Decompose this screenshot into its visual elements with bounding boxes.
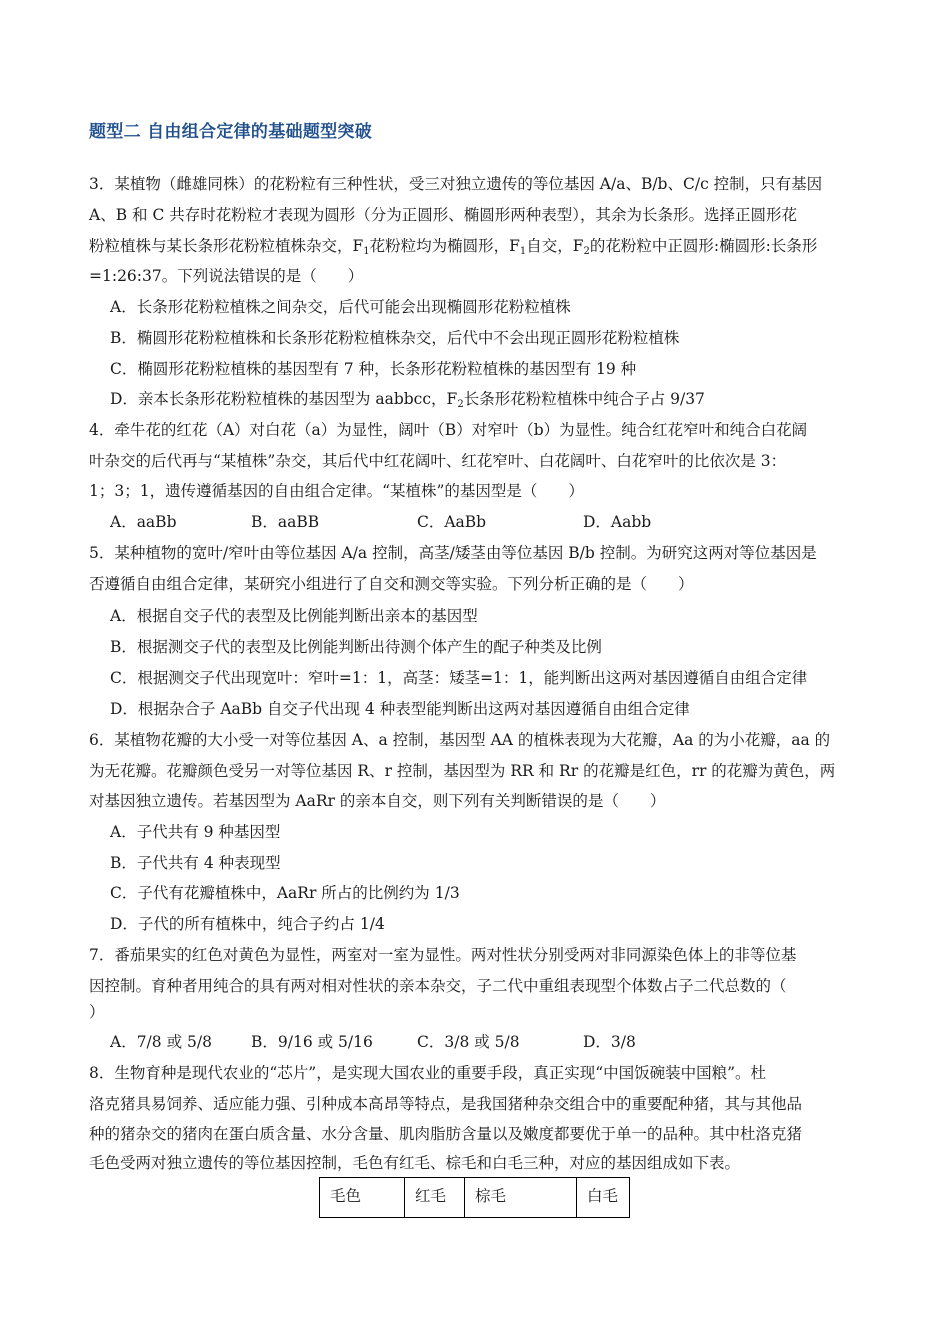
q4-line-1: 4．牵牛花的红花（A）对白花（a）为显性，阔叶（B）对窄叶（b）为显性。纯合红花窄叶和纯合白花阔 [89, 421, 808, 439]
q3-text: 自交，F [526, 237, 584, 255]
q6-option-a: A．子代共有 9 种基因型 [110, 823, 281, 841]
q7-line-1: 7．番茄果实的红色对黄色为显性，两室对一室为显性。两对性状分别受两对非同源染色体上的非等位基 [89, 946, 797, 964]
q8-line-4: 毛色受两对独立遗传的等位基因控制，毛色有红毛、棕毛和白毛三种，对应的基因组成如下表。 [89, 1154, 741, 1172]
table-cell-fur-color: 毛色 [320, 1178, 405, 1218]
q7-option-c: C．3/8 或 5/8 [417, 1033, 520, 1051]
q6-line-3: 对基因独立遗传。若基因型为 AaRr 的亲本自交，则下列有关判断错误的是（ ） [89, 792, 666, 810]
q7-option-b: B．9/16 或 5/16 [251, 1033, 373, 1051]
q3-text: 粉粒植株与某长条形花粉粒植株杂交，F [89, 237, 364, 255]
table-row [320, 1178, 630, 1218]
subscript: 1 [519, 246, 527, 257]
q7-option-a: A．7/8 或 5/8 [110, 1033, 212, 1051]
q3-line-4: =1:26:37。下列说法错误的是（ ） [89, 267, 364, 285]
q3-text: 花粉粒均为椭圆形，F [369, 237, 520, 255]
q7-line-3: ） [89, 1003, 105, 1021]
q6-option-d: D．子代的所有植株中，纯合子约占 1/4 [110, 915, 385, 933]
q3-option-d-text: D．亲本长条形花粉粒植株的基因型为 aabbcc，F [110, 390, 458, 408]
q4-option-c: C．AaBb [417, 513, 487, 531]
q7-line-2: 因控制。育种者用纯合的具有两对相对性状的亲本杂交，子二代中重组表现型个体数占子二代总数的（ [89, 977, 787, 995]
q3-line-2: A、B 和 C 共存时花粉粒才表现为圆形（分为正圆形、椭圆形两种表型），其余为长条形。选择正圆形花 [89, 206, 797, 224]
table-cell-white: 白毛 [577, 1178, 630, 1218]
q6-line-1: 6．某植物花瓣的大小受一对等位基因 A、a 控制，基因型 AA 的植株表现为大花瓣，Aa 的为小花瓣，aa 的 [89, 731, 831, 749]
q4-line-3: 1；3；1，遗传遵循基因的自由组合定律。“某植株”的基因型是（ ） [89, 482, 584, 500]
table-cell-red: 红毛 [405, 1178, 465, 1218]
q5-option-b: B．根据测交子代的表型及比例能判断出待测个体产生的配子种类及比例 [110, 638, 602, 656]
q5-line-1: 5．某种植物的宽叶/窄叶由等位基因 A/a 控制，高茎/矮茎由等位基因 B/b 控制。为研究这两对等位基因是 [89, 544, 817, 562]
q7-option-d: D．3/8 [583, 1033, 636, 1051]
q3-option-d [110, 389, 705, 409]
q3-option-b: B．椭圆形花粉粒植株和长条形花粉粒植株杂交，后代中不会出现正圆形花粉粒植株 [110, 329, 680, 347]
section-title: 题型二 自由组合定律的基础题型突破 [89, 122, 373, 142]
q8-line-2: 洛克猪具易饲养、适应能力强、引种成本高昂等特点，是我国猪种杂交组合中的重要配种猪，其与其他品 [89, 1095, 803, 1113]
q8-line-1: 8．生物育种是现代农业的“芯片”，是实现大国农业的重要手段，真正实现“中国饭碗装中国粮”。杜 [89, 1064, 767, 1082]
q4-option-a: A．aaBb [110, 513, 177, 531]
q5-line-2: 否遵循自由组合定律，某研究小组进行了自交和测交等实验。下列分析正确的是（ ） [89, 575, 694, 593]
q3-option-d-text: 长条形花粉粒植株中纯合子占 9/37 [463, 390, 705, 408]
q6-option-c: C．子代有花瓣植株中，AaRr 所占的比例约为 1/3 [110, 884, 460, 902]
q6-line-2: 为无花瓣。花瓣颜色受另一对等位基因 R、r 控制，基因型为 RR 和 Rr 的花瓣是红色，rr 的花瓣为黄色，两 [89, 762, 836, 780]
q8-line-3: 种的猪杂交的猪肉在蛋白质含量、水分含量、肌肉脂肪含量以及嫩度都要优于单一的品种。其中杜洛克猪 [89, 1125, 803, 1143]
fur-color-table [319, 1177, 630, 1218]
q3-option-c: C．椭圆形花粉粒植株的基因型有 7 种，长条形花粉粒植株的基因型有 19 种 [110, 360, 637, 378]
subscript: 1 [363, 246, 370, 257]
q3-option-a: A．长条形花粉粒植株之间杂交，后代可能会出现椭圆形花粉粒植株 [110, 298, 571, 316]
subscript: 2 [457, 399, 464, 410]
q4-option-d: D．Aabb [583, 513, 652, 531]
q3-line-3 [89, 236, 817, 256]
q4-line-2: 叶杂交的后代再与“某植株”杂交，其后代中红花阔叶、红花窄叶、白花阔叶、白花窄叶的比依次是 3： [89, 452, 787, 470]
q6-option-b: B．子代共有 4 种表现型 [110, 854, 281, 872]
q3-text: 的花粉粒中正圆形:椭圆形:长条形 [589, 237, 818, 255]
q5-option-d: D．根据杂合子 AaBb 自交子代出现 4 种表型能判断出这两对基因遵循自由组合定律 [110, 700, 690, 718]
q3-line-1: 3．某植物（雌雄同株）的花粉粒有三种性状，受三对独立遗传的等位基因 A/a、B/b、C/c 控制，只有基因 [89, 175, 823, 193]
q4-option-b: B．aaBB [251, 513, 320, 531]
q5-option-c: C．根据测交子代出现宽叶：窄叶=1：1，高茎：矮茎=1：1，能判断出这两对基因遵循自由组合定律 [110, 669, 808, 687]
q5-option-a: A．根据自交子代的表型及比例能判断出亲本的基因型 [110, 607, 478, 625]
table-cell-brown: 棕毛 [465, 1178, 577, 1218]
subscript: 2 [583, 246, 590, 257]
